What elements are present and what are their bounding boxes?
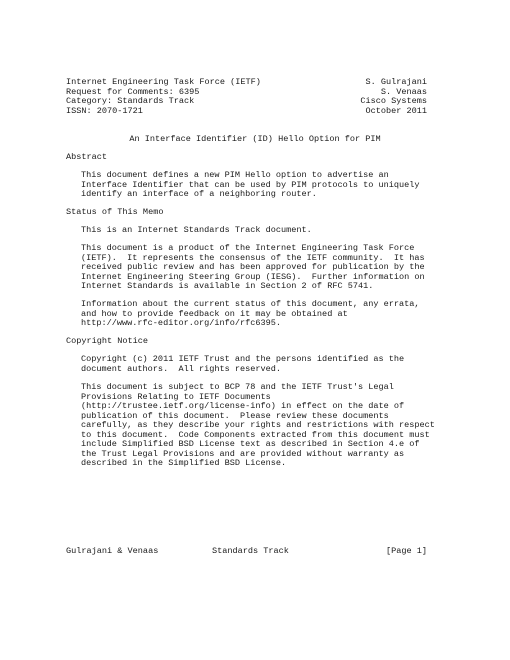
footer-category: Standards Track [212,546,289,556]
status-paragraph-line: (IETF). It represents the consensus of the IETF community. It has [81,252,425,263]
copyright-paragraph-line: carefully, as they describe your rights and restrictions with respect [81,420,435,430]
copyright-paragraph-line: This document is subject to BCP 78 and the IETF Trust's Legal [81,382,394,392]
copyright-paragraph-line: publication of this document. Please review these documents [81,410,389,421]
header-organization: Cisco Systems [360,96,427,106]
header-org: Internet Engineering Task Force (IETF) [66,77,261,87]
status-paragraph-line: Internet Standards is available in Section 2 of RFC 5741. [81,281,374,291]
copyright-paragraph-line: include Simplified BSD License text as described in Section 4.e of [81,439,420,449]
status-paragraph-line: This is an Internet Standards Track document. [81,225,312,235]
status-paragraph-line: This document is a product of the Internet Engineering Task Force [81,243,415,253]
document-title: An Interface Identifier (ID) Hello Option for PIM [129,134,381,144]
copyright-paragraph-line: Provisions Relating to IETF Documents [81,391,271,402]
status-paragraph-line: received public review and has been approved for publication by the [81,262,425,272]
header-author-1: S. Gulrajani [365,77,427,87]
header-author-2: S. Venaas [380,86,427,97]
copyright-paragraph-line: described in the Simplified BSD License. [81,458,287,468]
copyright-paragraph-line: document authors. All rights reserved. [81,363,282,374]
abstract-heading: Abstract [66,152,108,162]
copyright-paragraph-line: to this document. Code Components extracted from this document must [81,429,430,440]
copyright-heading: Copyright Notice [66,336,149,346]
status-paragraph-line: and how to provide feedback on it may be obtained at [81,308,348,319]
footer-authors: Gulrajani & Venaas [66,546,159,556]
copyright-paragraph-line: Copyright (c) 2011 IETF Trust and the persons identified as the [81,354,405,364]
header-issn: ISSN: 2070-1721 [66,105,143,116]
footer-page-number: [Page 1] [385,546,427,556]
copyright-paragraph-line: the Trust Legal Provisions and are provided without warranty as [81,448,405,459]
header-rfc-number: Request for Comments: 6395 [66,86,200,97]
abstract-line: identify an interface of a neighboring router. [81,189,317,199]
abstract-line: This document defines a new PIM Hello option to advertise an [81,170,389,180]
status-paragraph-line: Information about the current status of this document, any errata, [81,299,420,309]
status-heading: Status of This Memo [66,207,164,217]
status-paragraph-line: Internet Engineering Steering Group (IESG). Further information on [81,271,425,282]
copyright-paragraph-line: (http://trustee.ietf.org/license-info) in effect on the date of [81,401,405,411]
status-url-line: http://www.rfc-editor.org/info/rfc6395. [81,318,282,328]
header-category: Category: Standards Track [66,96,195,106]
header-date: October 2011 [365,105,427,116]
abstract-line: Interface Identifier that can be used by PIM protocols to uniquely [81,179,420,190]
